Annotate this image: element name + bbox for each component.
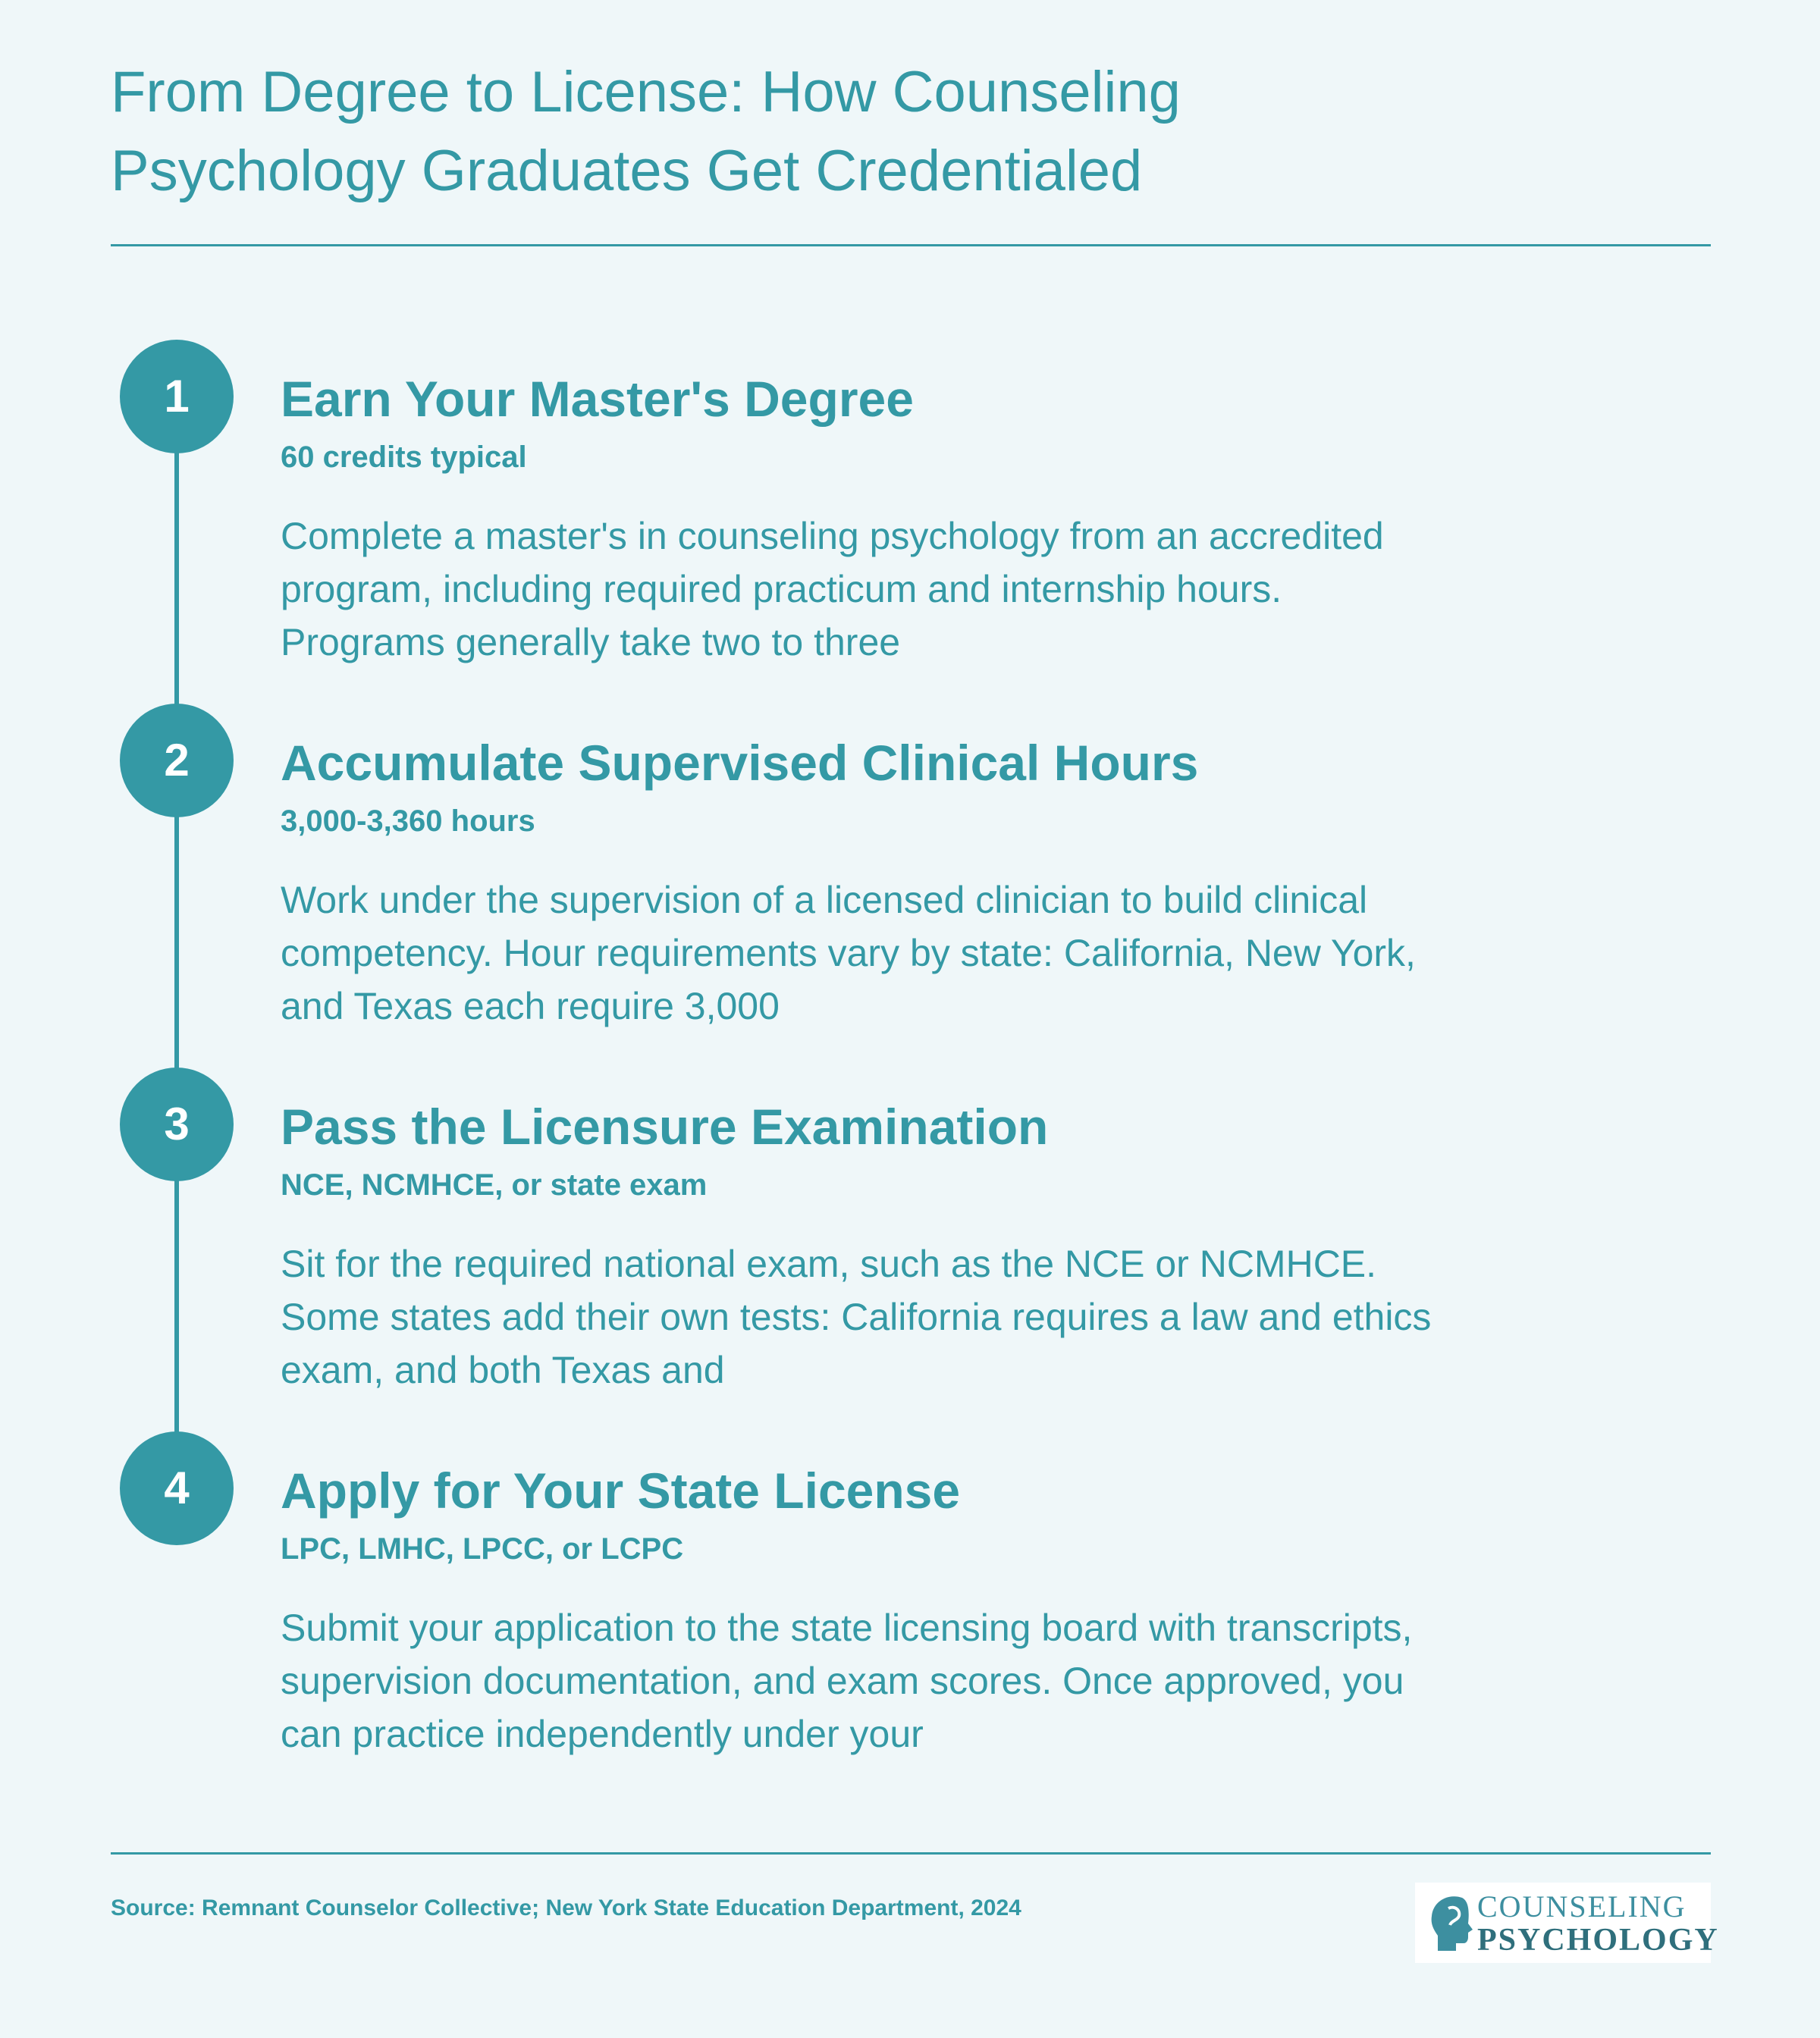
bottom-divider bbox=[111, 1852, 1711, 1855]
step-title: Accumulate Supervised Clinical Hours bbox=[281, 735, 1199, 791]
logo-text-psychology: PSYCHOLOGY bbox=[1477, 1923, 1719, 1958]
title-line-1: From Degree to License: How Counseling bbox=[111, 60, 1181, 124]
step-number-badge: 4 bbox=[120, 1431, 234, 1545]
step-subtitle: NCE, NCMHCE, or state exam bbox=[281, 1168, 708, 1202]
step-description: Sit for the required national exam, such as the NCE or NCMHCE. Some states add their own tests: California requires a law and ethics exam, and both Texas and bbox=[281, 1243, 1432, 1391]
logo-text-counseling: COUNSELING bbox=[1477, 1889, 1687, 1924]
step-title: Apply for Your State License bbox=[281, 1463, 961, 1519]
top-divider bbox=[111, 244, 1711, 246]
step-number-badge: 1 bbox=[120, 340, 234, 453]
head-profile-icon bbox=[1426, 1890, 1479, 1955]
source-citation: Source: Remnant Counselor Collective; New York State Education Department, 2024 bbox=[111, 1895, 1021, 1920]
step-number-badge: 2 bbox=[120, 704, 234, 817]
step-title: Pass the Licensure Examination bbox=[281, 1099, 1049, 1155]
step-subtitle: 60 credits typical bbox=[281, 441, 527, 474]
step-description: Submit your application to the state licensing board with transcripts, supervision documentation, and exam scores. Once approved, you can practice independently under your bbox=[281, 1607, 1413, 1755]
page-title bbox=[111, 53, 1552, 211]
counseling-psychology-logo bbox=[1415, 1883, 1719, 1963]
title-line-2: Psychology Graduates Get Credentialed bbox=[111, 139, 1143, 203]
step-title: Earn Your Master's Degree bbox=[281, 371, 914, 427]
timeline-connector bbox=[174, 394, 179, 1486]
step-description: Work under the supervision of a licensed clinician to build clinical competency. Hour requirements vary by state: California, New York, and Texas each require 3,000 bbox=[281, 879, 1416, 1027]
step-number-badge: 3 bbox=[120, 1068, 234, 1181]
step-subtitle: LPC, LMHC, LPCC, or LCPC bbox=[281, 1532, 684, 1566]
step-subtitle: 3,000-3,360 hours bbox=[281, 804, 535, 838]
step-description: Complete a master's in counseling psychology from an accredited program, including required practicum and internship hours. Programs generally take two to three bbox=[281, 515, 1384, 663]
